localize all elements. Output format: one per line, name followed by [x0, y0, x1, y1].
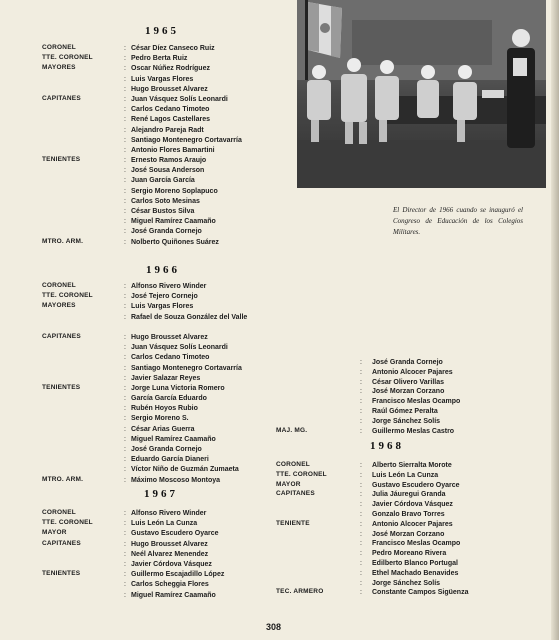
- rank-label: TTE. CORONEL: [42, 292, 93, 300]
- separator-colon: :: [124, 354, 126, 362]
- separator-colon: :: [360, 398, 362, 406]
- separator-colon: :: [360, 427, 362, 435]
- page-number: 308: [266, 622, 282, 632]
- rank-label: CAPITANES: [276, 490, 315, 498]
- officer-name: César Arias Guerra: [131, 425, 195, 433]
- rank-label: TENIENTES: [42, 156, 81, 164]
- officer-name: Víctor Niño de Guzmán Zumaeta: [131, 466, 239, 474]
- rank-label: CAPITANES: [42, 94, 81, 102]
- separator-colon: :: [360, 471, 362, 479]
- photo-caption: El Director de 1966 cuando se inauguró el Congreso de Educación de los Colegios Militares.: [393, 206, 523, 236]
- separator-colon: :: [360, 589, 362, 597]
- officer-name: Oscar Núñez Rodríguez: [131, 65, 210, 73]
- officer-name: Carlos Scheggia Flores: [131, 581, 209, 589]
- rank-label: MAYORES: [42, 64, 76, 72]
- officer-name: Javier Córdova Vásquez: [372, 501, 453, 509]
- officer-name: Gustavo Escudero Oyarce: [131, 530, 219, 538]
- separator-colon: :: [124, 136, 126, 144]
- rank-label: MAYORES: [42, 302, 76, 310]
- officer-name: Francisco Meslas Ocampo: [372, 540, 461, 548]
- year-heading-1968: 1968: [370, 440, 404, 452]
- separator-colon: :: [124, 476, 126, 484]
- separator-colon: :: [124, 466, 126, 474]
- rank-label: TEC. ARMERO: [276, 588, 324, 596]
- separator-colon: :: [124, 303, 126, 311]
- separator-colon: :: [124, 405, 126, 413]
- ceremony-photo-image: [297, 0, 546, 188]
- separator-colon: :: [360, 550, 362, 558]
- separator-colon: :: [124, 293, 126, 301]
- separator-colon: :: [124, 446, 126, 453]
- officer-name: Ernesto Ramos Araujo: [131, 157, 207, 165]
- separator-colon: :: [124, 395, 126, 403]
- officer-name: Julia Jáuregui Granda: [372, 491, 446, 499]
- rank-label: MAYOR: [42, 529, 67, 537]
- officer-name: Jorge Sánchez Solís: [372, 417, 441, 425]
- officer-name: Eduardo García Dianeri: [131, 456, 209, 464]
- separator-colon: :: [124, 218, 126, 226]
- rank-label: TENIENTE: [276, 519, 310, 527]
- separator-colon: :: [124, 384, 126, 392]
- officer-name: Guillermo Meslas Castro: [372, 427, 455, 435]
- officer-name: Rubén Hoyos Rubio: [131, 405, 198, 413]
- separator-colon: :: [124, 65, 126, 73]
- officer-name: Hugo Brousset Alvarez: [131, 85, 208, 93]
- officer-name: Juan García García: [131, 177, 195, 185]
- separator-colon: :: [124, 344, 126, 352]
- separator-colon: :: [360, 359, 362, 366]
- separator-colon: :: [124, 85, 126, 93]
- separator-colon: :: [360, 368, 362, 376]
- rank-label: CORONEL: [276, 461, 310, 468]
- officer-name: José Sousa Anderson: [131, 167, 205, 175]
- officer-name: Ethel Machado Benavides: [372, 569, 459, 577]
- rank-label: TENIENTES: [42, 570, 81, 578]
- separator-colon: :: [360, 481, 362, 489]
- separator-colon: :: [360, 407, 362, 415]
- rank-label: MAYOR: [276, 480, 301, 488]
- separator-colon: :: [360, 378, 362, 386]
- officer-name: José Morzan Corzano: [372, 388, 445, 396]
- separator-colon: :: [124, 167, 126, 175]
- separator-colon: :: [124, 75, 126, 83]
- separator-colon: :: [124, 126, 126, 134]
- officer-name: José Morzan Corzano: [372, 530, 445, 538]
- officer-name: Santiago Montenegro Cortavarría: [131, 136, 242, 144]
- officer-name: Sergio Moreno Soplapuco: [131, 187, 218, 195]
- separator-colon: :: [124, 228, 126, 236]
- officer-name: César Bustos Silva: [131, 208, 195, 215]
- officer-name: Carlos Cedano Timoteo: [131, 354, 210, 362]
- separator-colon: :: [360, 501, 362, 509]
- separator-colon: :: [124, 187, 126, 195]
- officer-name: René Lagos Castellares: [131, 116, 210, 124]
- separator-colon: :: [124, 45, 126, 52]
- rank-label: TTE. CORONEL: [42, 519, 93, 527]
- officer-name: Hugo Brousset Alvarez: [131, 540, 208, 548]
- officer-name: Pedro Moreano Rivera: [372, 550, 447, 558]
- separator-colon: :: [360, 510, 362, 518]
- ceremony-photo: [297, 0, 546, 188]
- separator-colon: :: [124, 435, 126, 443]
- rank-label: MTRO. ARM.: [42, 475, 84, 483]
- separator-colon: :: [124, 197, 126, 205]
- officer-name: Máximo Moscoso Montoya: [131, 476, 221, 484]
- separator-colon: :: [360, 559, 362, 567]
- separator-colon: :: [124, 106, 126, 114]
- separator-colon: :: [124, 55, 126, 63]
- rank-label: CORONEL: [42, 44, 76, 51]
- officer-name: José Granda Cornejo: [131, 446, 202, 453]
- officer-name: Nolberto Quiñones Suárez: [131, 238, 219, 246]
- separator-colon: :: [124, 283, 126, 290]
- separator-colon: :: [124, 415, 126, 423]
- officer-name: Juan Vásquez Solís Leonardi: [131, 344, 228, 352]
- officer-name: Miguel Ramírez Caamaño: [131, 218, 216, 226]
- officer-name: José Granda Cornejo: [131, 228, 202, 236]
- separator-colon: :: [360, 579, 362, 587]
- officer-name: César Díez Canseco Ruiz: [131, 45, 215, 52]
- officer-name: Pedro Berta Ruiz: [131, 55, 188, 63]
- officer-name: Sergio Moreno S.: [131, 415, 189, 423]
- officer-name: Hugo Brousset Alvarez: [131, 333, 208, 341]
- page-edge-shadow: [551, 0, 559, 640]
- officer-name: Alfonso Rivero Winder: [131, 283, 207, 290]
- rank-label: CAPITANES: [42, 539, 81, 547]
- separator-colon: :: [124, 571, 126, 579]
- officer-name: Alejandro Pareja Radt: [131, 126, 204, 134]
- officer-name: Antonio Flores Bamartini: [131, 146, 215, 154]
- rank-label: TTE. CORONEL: [276, 470, 327, 478]
- officer-name: Constante Campos Sigüenza: [372, 589, 469, 597]
- separator-colon: :: [360, 388, 362, 396]
- separator-colon: :: [124, 333, 126, 341]
- officer-name: Luis Vargas Flores: [131, 75, 194, 83]
- separator-colon: :: [360, 520, 362, 528]
- rank-label: TENIENTES: [42, 383, 81, 391]
- year-heading-1965: 1965: [145, 25, 179, 37]
- officer-name: Juan Vásquez Solís Leonardi: [131, 95, 228, 103]
- officer-name: Gonzalo Bravo Torres: [372, 510, 445, 518]
- separator-colon: :: [124, 157, 126, 165]
- separator-colon: :: [124, 95, 126, 103]
- separator-colon: :: [124, 364, 126, 372]
- separator-colon: :: [124, 374, 126, 382]
- separator-colon: :: [360, 530, 362, 538]
- separator-colon: :: [124, 530, 126, 538]
- officer-name: Guillermo Escajadillo López: [131, 571, 225, 579]
- officer-name: Raúl Gómez Peralta: [372, 407, 438, 415]
- officer-name: Luis Vargas Flores: [131, 303, 194, 311]
- officer-name: Luis León La Cunza: [372, 471, 439, 479]
- officer-name: Carlos Cedano Timoteo: [131, 106, 210, 114]
- officer-name: José Granda Cornejo: [372, 359, 443, 366]
- separator-colon: :: [124, 116, 126, 124]
- separator-colon: :: [124, 560, 126, 568]
- officer-name: Edilberto Blanco Portugal: [372, 559, 458, 567]
- year-heading-1967: 1967: [144, 488, 178, 500]
- rank-label: MTRO. ARM.: [42, 237, 84, 245]
- officer-name: Gustavo Escudero Oyarce: [372, 481, 460, 489]
- separator-colon: :: [124, 238, 126, 246]
- separator-colon: :: [124, 177, 126, 185]
- officer-name: Javier Córdova Vásquez: [131, 560, 212, 568]
- officer-name: Jorge Sánchez Solís: [372, 579, 441, 587]
- officer-name: Antonio Alcocer Pajares: [372, 520, 453, 528]
- officer-name: Francisco Meslas Ocampo: [372, 398, 461, 406]
- rank-label: CORONEL: [42, 509, 76, 516]
- officer-name: Antonio Alcocer Pajares: [372, 368, 453, 376]
- separator-colon: :: [124, 540, 126, 548]
- rank-label: CAPITANES: [42, 332, 81, 340]
- officer-name: Javier Salazar Reyes: [131, 374, 201, 382]
- rank-label: MAJ. MG.: [276, 426, 308, 434]
- separator-colon: :: [124, 425, 126, 433]
- separator-colon: :: [124, 520, 126, 528]
- officer-name: García García Eduardo: [131, 395, 207, 403]
- separator-colon: :: [124, 591, 126, 599]
- separator-colon: :: [124, 313, 126, 321]
- officer-name: Rafael de Souza González del Valle: [131, 313, 248, 321]
- separator-colon: :: [360, 569, 362, 577]
- rank-label: CORONEL: [42, 282, 76, 289]
- separator-colon: :: [124, 208, 126, 215]
- officer-name: Santiago Montenegro Cortavarría: [131, 364, 242, 372]
- separator-colon: :: [124, 146, 126, 154]
- rank-label: TTE. CORONEL: [42, 54, 93, 62]
- separator-colon: :: [360, 491, 362, 499]
- officer-name: Carlos Soto Mesinas: [131, 197, 200, 205]
- officer-name: José Tejero Cornejo: [131, 293, 198, 301]
- officer-name: Luis León La Cunza: [131, 520, 198, 528]
- separator-colon: :: [360, 417, 362, 425]
- separator-colon: :: [124, 510, 126, 517]
- officer-name: Miguel Ramírez Caamaño: [131, 591, 216, 599]
- year-heading-1966: 1966: [146, 264, 180, 276]
- officer-name: César Olivero Varillas: [372, 378, 444, 386]
- separator-colon: :: [124, 581, 126, 589]
- officer-name: Neél Alvarez Menendez: [131, 550, 209, 558]
- separator-colon: :: [360, 540, 362, 548]
- separator-colon: :: [124, 550, 126, 558]
- officer-name: Alfonso Rivero Winder: [131, 510, 207, 517]
- officer-name: Alberto Sierralta Morote: [372, 462, 452, 469]
- separator-colon: :: [360, 462, 362, 469]
- officer-name: Jorge Luna Victoria Romero: [131, 384, 225, 392]
- officer-name: Miguel Ramírez Caamaño: [131, 435, 216, 443]
- separator-colon: :: [124, 456, 126, 464]
